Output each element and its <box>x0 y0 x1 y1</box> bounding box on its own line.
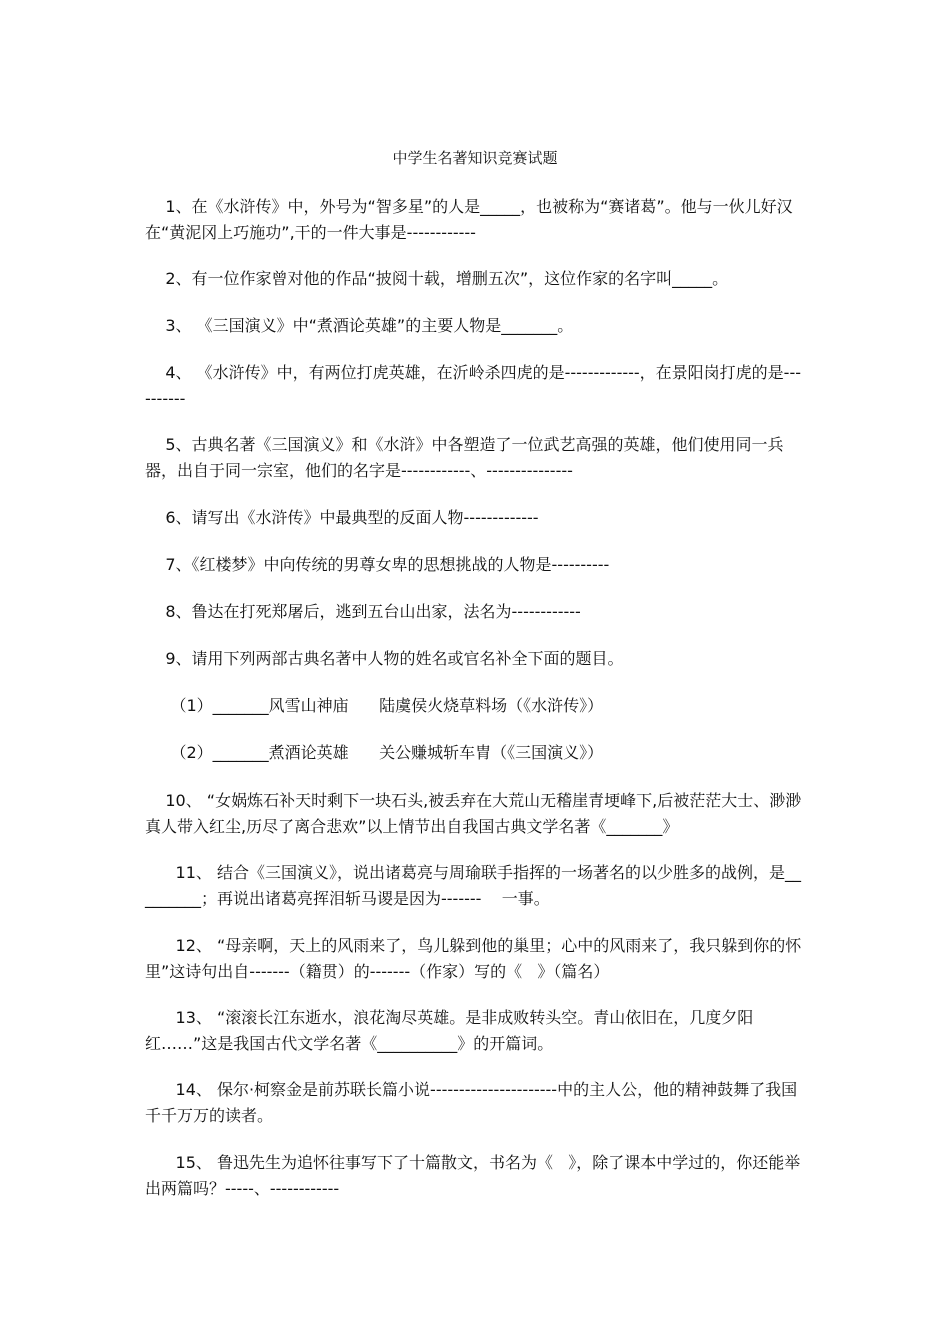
question-9: 9、请用下列两部古典名著中人物的姓名或官名补全下面的题目。 <box>145 649 624 668</box>
question-14: 14、 保尔·柯察金是前苏联长篇小说----------------------中的主人公，他的精神鼓舞了我国千千万万的读者。 <box>145 1080 798 1125</box>
question-4: 4、 《水浒传》中，有两位打虎英雄，在沂岭杀四虎的是-------------，在景阳岗打虎的是---------- <box>145 363 801 408</box>
question-9-part-1: （1）_______风雪山神庙 陆虞侯火烧草料场（《水浒传》） <box>145 696 604 715</box>
question-6: 6、请写出《水浒传》中最典型的反面人物------------- <box>145 508 539 527</box>
question-8: 8、鲁达在打死郑屠后，逃到五台山出家，法名为------------ <box>145 602 581 621</box>
question-7: 7、《红楼梦》中向传统的男尊女卑的思想挑战的人物是---------- <box>145 555 610 574</box>
question-1: 1、在《水浒传》中，外号为“智多星”的人是_____，也被称为“赛诸葛”。他与一伙儿好汉在“黄泥冈上巧施功”,干的一件大事是------------ <box>145 197 793 242</box>
question-9-part-2: （2）_______煮酒论英雄 关公赚城斩车胄（《三国演义》） <box>145 743 604 762</box>
question-15: 15、 鲁迅先生为追怀往事写下了十篇散文，书名为《 》，除了课本中学过的，你还能举出两篇吗？-----、------------ <box>145 1153 801 1198</box>
question-12: 12、 “母亲啊，天上的风雨来了，鸟儿躲到他的巢里；心中的风雨来了，我只躲到你的怀里”这诗句出自-------（籍贯）的-------（作家）写的《 》（篇名） <box>145 936 802 981</box>
question-11: 11、 结合《三国演义》，说出诸葛亮与周瑜联手指挥的一场著名的以少胜多的战例，是_________；再说出诸葛亮挥泪斩马谡是因为------- 一事。 <box>145 863 801 908</box>
question-3: 3、 《三国演义》中“煮酒论英雄”的主要人物是_______。 <box>145 316 574 335</box>
question-5: 5、古典名著《三国演义》和《水浒》中各塑造了一位武艺高强的英雄，他们使用同一兵器，出自于同一宗室，他们的名字是------------、--------------- <box>145 435 784 480</box>
question-13: 13、 “滚滚长江东逝水，浪花淘尽英雄。是非成败转头空。青山依旧在，几度夕阳红……”这是我国古代文学名著《__________》的开篇词。 <box>145 1008 754 1053</box>
question-2: 2、有一位作家曾对他的作品“披阅十载，增删五次”，这位作家的名字叫_____。 <box>145 269 729 288</box>
document-title: 中学生名著知识竞赛试题 <box>392 149 558 167</box>
question-10: 10、 “女娲炼石补天时剩下一块石头,被丢弃在大荒山无稽崖青埂峰下,后被茫茫大士、渺渺真人带入红尘,历尽了离合悲欢”以上情节出自我国古典文学名著《_______》 <box>145 791 802 836</box>
